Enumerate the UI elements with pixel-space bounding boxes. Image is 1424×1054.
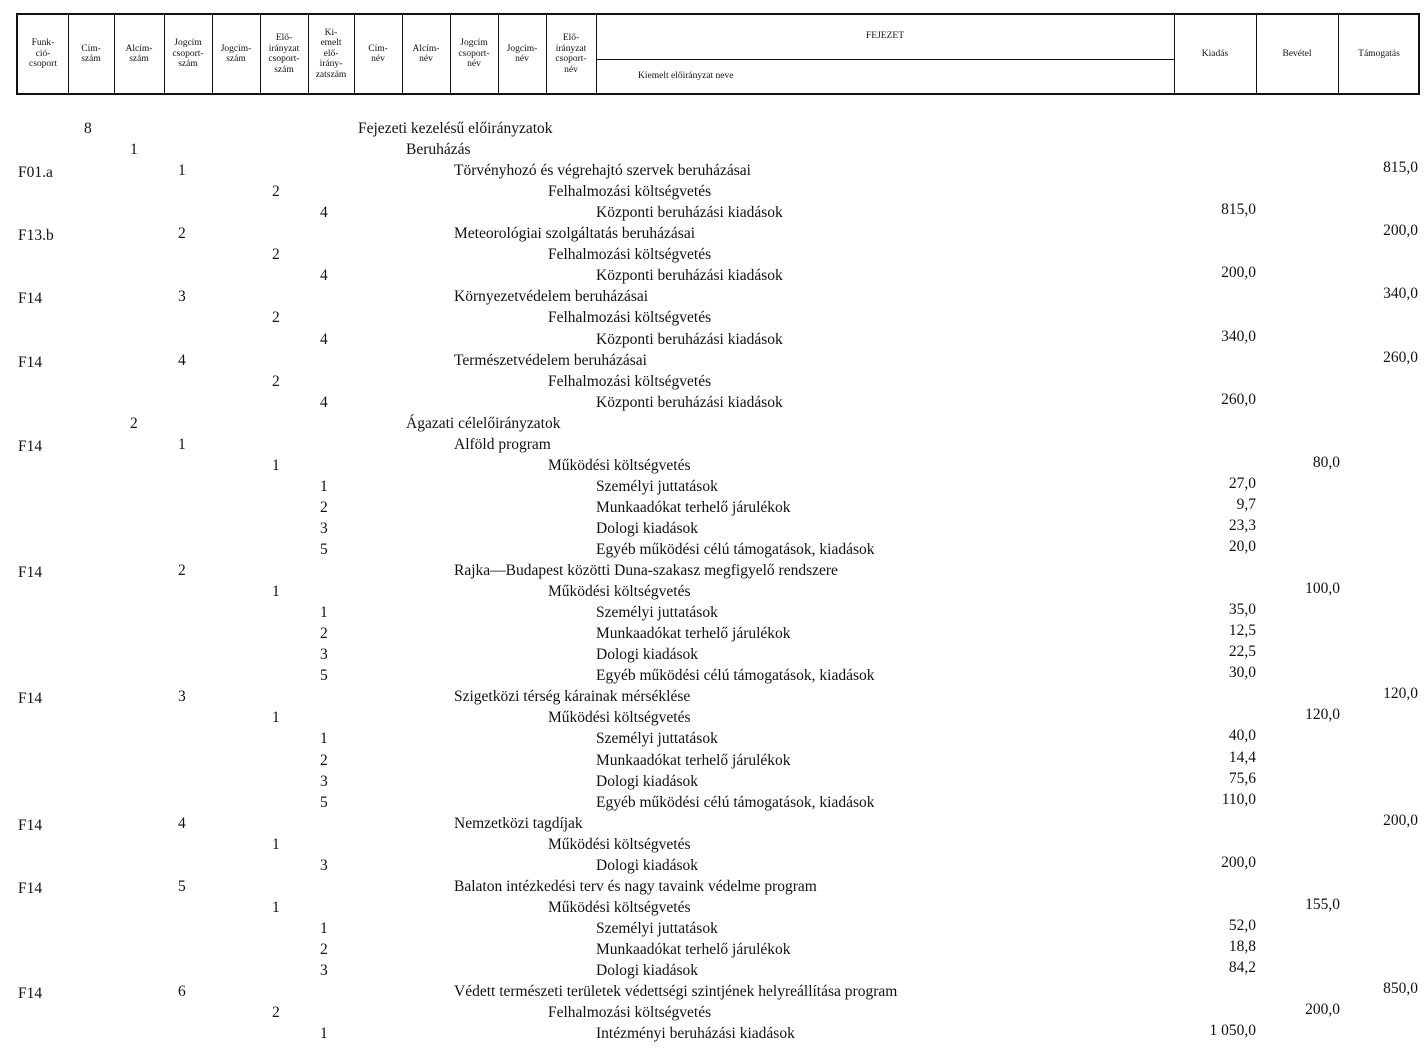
row-kiadas: 75,6 — [1228, 770, 1256, 787]
row-name: Munkaadókat terhelő járulékok — [596, 625, 791, 642]
row-kiadas: 260,0 — [1221, 391, 1256, 408]
row-name: Személyi juttatások — [596, 478, 718, 495]
row-eloiranyzat-csoport-szam: 2 — [272, 373, 280, 390]
row-jogcimcsoport-szam: 3 — [178, 688, 186, 705]
header-column-divider — [498, 15, 499, 93]
row-name: Nemzetközi tagdíjak — [454, 815, 583, 832]
row-name: Személyi juttatások — [596, 920, 718, 937]
row-jogcimcsoport-szam: 1 — [178, 436, 186, 453]
row-funkcio-csoport: F14 — [18, 290, 43, 307]
row-tamogatas: 815,0 — [1383, 159, 1418, 176]
header-column-divider — [308, 15, 309, 93]
row-kiemelt-eloiranyzat-szam: 1 — [320, 730, 328, 747]
row-funkcio-csoport: F14 — [18, 564, 43, 581]
header-funkcio: Funk- ció- csoport — [29, 38, 57, 70]
row-kiadas: 84,2 — [1228, 959, 1256, 976]
row-jogcimcsoport-szam: 1 — [178, 162, 186, 179]
row-jogcimcsoport-szam: 2 — [178, 225, 186, 242]
row-name: Működési költségvetés — [548, 899, 691, 916]
header-column-divider — [114, 15, 115, 93]
row-name: Ágazati célelőirányzatok — [406, 415, 561, 432]
row-kiemelt-eloiranyzat-szam: 2 — [320, 941, 328, 958]
row-kiemelt-eloiranyzat-szam: 3 — [320, 646, 328, 663]
row-tamogatas: 260,0 — [1383, 349, 1418, 366]
row-funkcio-csoport: F14 — [18, 880, 43, 897]
row-name: Dologi kiadások — [596, 857, 699, 874]
row-name: Felhalmozási költségvetés — [548, 246, 712, 263]
row-name: Dologi kiadások — [596, 962, 699, 979]
row-name: Személyi juttatások — [596, 730, 718, 747]
row-name: Dologi kiadások — [596, 646, 699, 663]
row-funkcio-csoport: F14 — [18, 817, 43, 834]
row-funkcio-csoport: F13.b — [18, 227, 54, 244]
header-jogcimcsop_szam: Jogcím csoport- szám — [172, 38, 204, 70]
row-name: Természetvédelem beruházásai — [454, 352, 647, 369]
row-funkcio-csoport: F14 — [18, 354, 43, 371]
row-eloiranyzat-csoport-szam: 1 — [272, 836, 280, 853]
row-kiadas: 40,0 — [1228, 727, 1256, 744]
header-eloir_csop_szam: Elő- irányzat csoport- szám — [268, 33, 300, 75]
row-bevetel: 155,0 — [1305, 896, 1340, 913]
row-kiemelt-eloiranyzat-szam: 2 — [320, 499, 328, 516]
row-name: Központi beruházási kiadások — [596, 394, 783, 411]
row-bevetel: 200,0 — [1305, 1001, 1340, 1018]
row-name: Munkaadókat terhelő járulékok — [596, 752, 791, 769]
row-jogcimcsoport-szam: 2 — [178, 562, 186, 579]
row-tamogatas: 340,0 — [1383, 285, 1418, 302]
row-kiadas: 14,4 — [1228, 749, 1256, 766]
fejezet-divider — [596, 59, 1174, 60]
row-kiemelt-eloiranyzat-szam: 2 — [320, 625, 328, 642]
kiemelt-neve-label: Kiemelt előirányzat neve — [638, 71, 734, 81]
row-name: Rajka—Budapest közötti Duna-szakasz megfigyelő rendszere — [454, 562, 838, 579]
row-name: Szigetközi térség kárainak mérséklése — [454, 688, 691, 705]
row-kiemelt-eloiranyzat-szam: 3 — [320, 520, 328, 537]
header-alcim_szam: Alcím- szám — [125, 43, 153, 64]
row-eloiranyzat-csoport-szam: 1 — [272, 583, 280, 600]
row-name: Egyéb működési célú támogatások, kiadások — [596, 794, 875, 811]
header-column-divider — [68, 15, 69, 93]
row-kiemelt-eloiranyzat-szam: 1 — [320, 1025, 328, 1042]
row-jogcimcsoport-szam: 3 — [178, 288, 186, 305]
row-kiadas: 110,0 — [1221, 791, 1256, 808]
row-name: Beruházás — [406, 141, 471, 158]
row-kiadas: 815,0 — [1221, 201, 1256, 218]
row-name: Központi beruházási kiadások — [596, 331, 783, 348]
header-column-divider — [402, 15, 403, 93]
row-kiemelt-eloiranyzat-szam: 3 — [320, 773, 328, 790]
row-jogcimcsoport-szam: 4 — [178, 352, 186, 369]
row-tamogatas: 200,0 — [1383, 222, 1418, 239]
row-name: Védett természeti területek védettségi szintjének helyreállítása program — [454, 983, 898, 1000]
row-kiadas: 27,0 — [1228, 475, 1256, 492]
row-kiemelt-eloiranyzat-szam: 5 — [320, 794, 328, 811]
row-name: Dologi kiadások — [596, 773, 699, 790]
row-kiadas: 18,8 — [1228, 938, 1256, 955]
row-kiadas: 23,3 — [1228, 517, 1256, 534]
row-eloiranyzat-csoport-szam: 1 — [272, 457, 280, 474]
row-name: Munkaadókat terhelő járulékok — [596, 941, 791, 958]
row-name: Működési költségvetés — [548, 709, 691, 726]
row-name: Egyéb működési célú támogatások, kiadások — [596, 541, 875, 558]
row-name: Meteorológiai szolgáltatás beruházásai — [454, 225, 696, 242]
row-name: Dologi kiadások — [596, 520, 699, 537]
row-name: Működési költségvetés — [548, 457, 691, 474]
row-kiadas: 9,7 — [1236, 496, 1256, 513]
header-jogcim_nev: Jogcím- név — [506, 43, 538, 64]
kiadas-header: Kiadás — [1201, 48, 1229, 59]
row-kiadas: 20,0 — [1228, 538, 1256, 555]
header-eloir_csop_nev: Elő- irányzat csoport- név — [555, 33, 587, 75]
row-alcim-szam: 1 — [130, 141, 138, 158]
row-name: Működési költségvetés — [548, 836, 691, 853]
row-kiadas: 35,0 — [1228, 601, 1256, 618]
row-name: Központi beruházási kiadások — [596, 204, 783, 221]
row-kiemelt-eloiranyzat-szam: 4 — [320, 331, 328, 348]
row-eloiranyzat-csoport-szam: 2 — [272, 246, 280, 263]
row-funkcio-csoport: F14 — [18, 438, 43, 455]
header-column-divider — [450, 15, 451, 93]
row-kiemelt-eloiranyzat-szam: 5 — [320, 667, 328, 684]
row-funkcio-csoport: F14 — [18, 985, 43, 1002]
row-bevetel: 80,0 — [1312, 454, 1340, 471]
row-tamogatas: 200,0 — [1383, 812, 1418, 829]
row-kiemelt-eloiranyzat-szam: 5 — [320, 541, 328, 558]
row-kiemelt-eloiranyzat-szam: 1 — [320, 920, 328, 937]
row-kiemelt-eloiranyzat-szam: 3 — [320, 962, 328, 979]
row-jogcimcsoport-szam: 4 — [178, 815, 186, 832]
row-name: Személyi juttatások — [596, 604, 718, 621]
row-jogcimcsoport-szam: 6 — [178, 983, 186, 1000]
row-kiemelt-eloiranyzat-szam: 3 — [320, 857, 328, 874]
row-name: Intézményi beruházási kiadások — [596, 1025, 795, 1042]
row-funkcio-csoport: F14 — [18, 690, 43, 707]
row-kiemelt-eloiranyzat-szam: 4 — [320, 204, 328, 221]
row-funkcio-csoport: F01.a — [18, 164, 53, 181]
row-name: Balaton intézkedési terv és nagy tavaink védelme program — [454, 878, 817, 895]
row-eloiranyzat-csoport-szam: 1 — [272, 709, 280, 726]
row-eloiranyzat-csoport-szam: 2 — [272, 1004, 280, 1021]
row-kiemelt-eloiranyzat-szam: 2 — [320, 752, 328, 769]
row-cim-szam: 8 — [84, 120, 92, 137]
row-name: Működési költségvetés — [548, 583, 691, 600]
row-name: Felhalmozási költségvetés — [548, 183, 712, 200]
table-header — [16, 13, 1420, 95]
row-name: Felhalmozási költségvetés — [548, 309, 712, 326]
row-kiadas: 22,5 — [1228, 643, 1256, 660]
row-kiemelt-eloiranyzat-szam: 1 — [320, 478, 328, 495]
fejezet-label: FEJEZET — [866, 31, 904, 41]
row-name: Környezetvédelem beruházásai — [454, 288, 649, 305]
tamogatas-header: Támogatás — [1358, 48, 1400, 59]
header-jogcim_szam: Jogcím- szám — [220, 43, 252, 64]
row-bevetel: 100,0 — [1305, 580, 1340, 597]
header-column-divider — [546, 15, 547, 93]
header-kiemelt_szam: Ki- emelt elő- irány- zatszám — [315, 27, 347, 80]
row-name: Alföld program — [454, 436, 551, 453]
row-name: Törvényhozó és végrehajtó szervek beruházásai — [454, 162, 751, 179]
row-name: Munkaadókat terhelő járulékok — [596, 499, 791, 516]
header-cim_nev: Cím- név — [368, 43, 388, 64]
row-alcim-szam: 2 — [130, 415, 138, 432]
row-kiadas: 200,0 — [1221, 854, 1256, 871]
row-bevetel: 120,0 — [1305, 706, 1340, 723]
row-kiemelt-eloiranyzat-szam: 4 — [320, 267, 328, 284]
header-alcim_nev: Alcím- név — [412, 43, 440, 64]
row-jogcimcsoport-szam: 5 — [178, 878, 186, 895]
row-name: Központi beruházási kiadások — [596, 267, 783, 284]
row-eloiranyzat-csoport-szam: 1 — [272, 899, 280, 916]
row-kiadas: 12,5 — [1228, 622, 1256, 639]
row-name: Felhalmozási költségvetés — [548, 373, 712, 390]
row-tamogatas: 120,0 — [1383, 685, 1418, 702]
row-name: Felhalmozási költségvetés — [548, 1004, 712, 1021]
header-jogcimcsop_nev: Jogcím csoport- név — [458, 38, 490, 70]
row-name: Egyéb működési célú támogatások, kiadások — [596, 667, 875, 684]
row-kiadas: 340,0 — [1221, 328, 1256, 345]
header-column-divider — [212, 15, 213, 93]
row-kiemelt-eloiranyzat-szam: 1 — [320, 604, 328, 621]
row-kiadas: 30,0 — [1228, 664, 1256, 681]
row-name: Fejezeti kezelésű előirányzatok — [358, 120, 553, 137]
row-kiemelt-eloiranyzat-szam: 4 — [320, 394, 328, 411]
header-cim_szam: Cím- szám — [81, 43, 101, 64]
header-column-divider — [164, 15, 165, 93]
row-eloiranyzat-csoport-szam: 2 — [272, 309, 280, 326]
row-kiadas: 200,0 — [1221, 264, 1256, 281]
header-column-divider — [596, 15, 597, 93]
row-eloiranyzat-csoport-szam: 2 — [272, 183, 280, 200]
row-kiadas: 1 050,0 — [1209, 1022, 1256, 1039]
header-column-divider — [354, 15, 355, 93]
header-column-divider — [260, 15, 261, 93]
row-kiadas: 52,0 — [1228, 917, 1256, 934]
row-tamogatas: 850,0 — [1383, 980, 1418, 997]
bevetel-header: Bevétel — [1282, 48, 1312, 59]
